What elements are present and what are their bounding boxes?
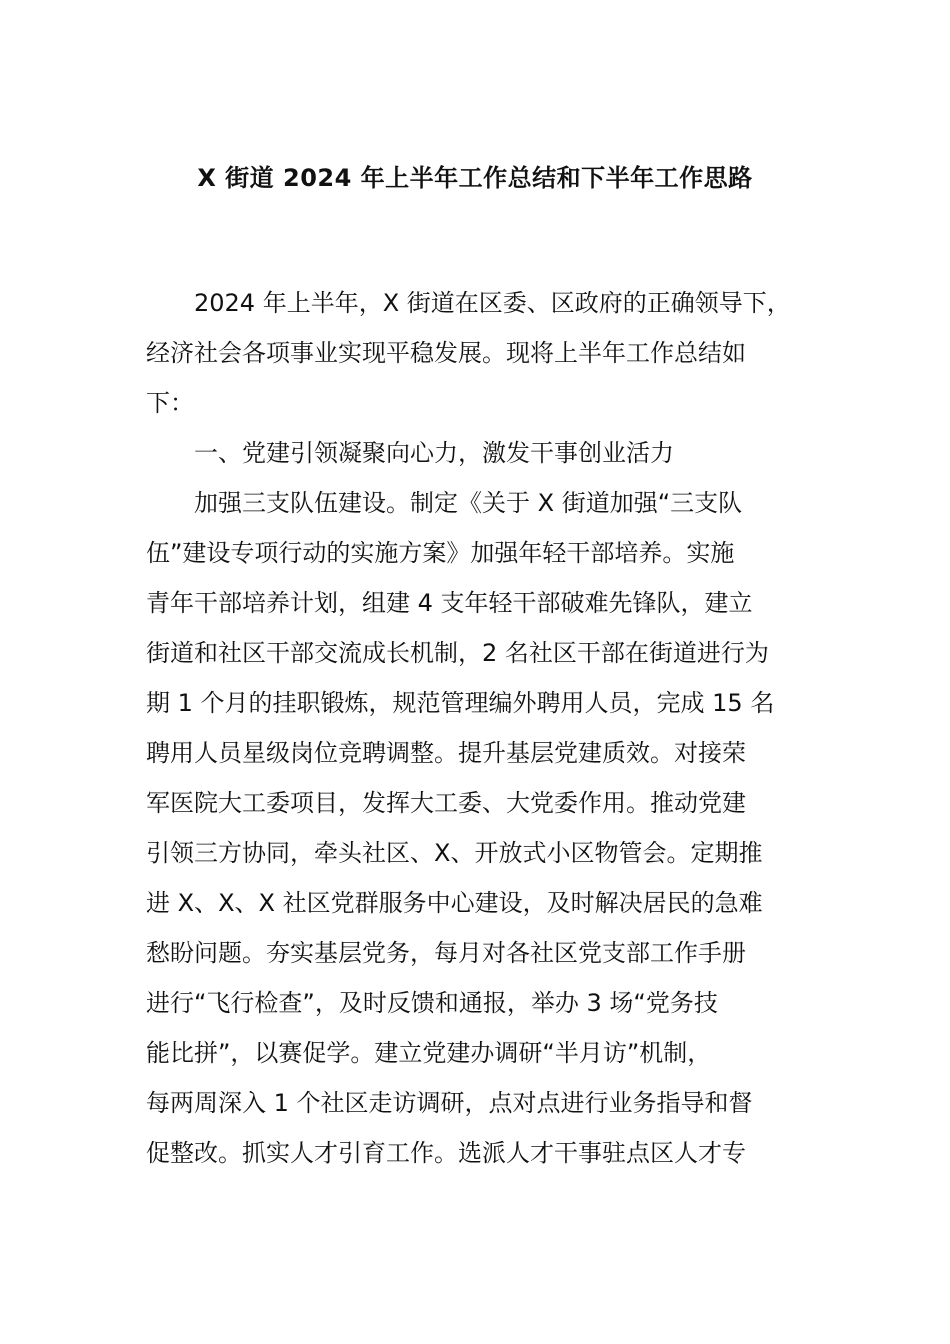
document-body [146, 278, 830, 1178]
paragraph-line: 促整改。抓实人才引育工作。选派人才干事驻点区人才专 [146, 1139, 746, 1167]
paragraph-line: 进 X、X、X 社区党群服务中心建设，及时解决居民的急难 [146, 889, 763, 917]
document-title: X 街道 2024 年上半年工作总结和下半年工作思路 [197, 164, 753, 192]
paragraph-line: 每两周深入 1 个社区走访调研，点对点进行业务指导和督 [146, 1089, 753, 1117]
paragraph-line: 2024 年上半年，X 街道在区委、区政府的正确领导下， [194, 289, 791, 317]
paragraph-line: 引领三方协同，牵头社区、X、开放式小区物管会。定期推 [146, 839, 763, 867]
paragraph-line: 能比拼”，以赛促学。建立党建办调研“半月访”机制， [146, 1039, 712, 1067]
paragraph-line: 聘用人员星级岗位竞聘调整。提升基层党建质效。对接荣 [146, 739, 746, 767]
paragraph-line: 经济社会各项事业实现平稳发展。现将上半年工作总结如 [146, 339, 746, 367]
paragraph-line: 军医院大工委项目，发挥大工委、大党委作用。推动党建 [146, 789, 746, 817]
paragraph-line: 下： [146, 389, 194, 417]
section-heading: 一、党建引领凝聚向心力，激发干事创业活力 [194, 439, 674, 467]
paragraph-line: 愁盼问题。夯实基层党务，每月对各社区党支部工作手册 [146, 939, 746, 967]
paragraph-line: 期 1 个月的挂职锻炼，规范管理编外聘用人员，完成 15 名 [146, 689, 775, 717]
paragraph-line: 青年干部培养计划，组建 4 支年轻干部破难先锋队，建立 [146, 589, 753, 617]
paragraph-line: 进行“飞行检查”，及时反馈和通报，举办 3 场“党务技 [146, 989, 718, 1017]
paragraph-line: 加强三支队伍建设。制定《关于 X 街道加强“三支队 [194, 489, 743, 517]
paragraph-line: 街道和社区干部交流成长机制，2 名社区干部在街道进行为 [146, 639, 769, 667]
paragraph-line: 伍”建设专项行动的实施方案》加强年轻干部培养。实施 [146, 539, 735, 567]
